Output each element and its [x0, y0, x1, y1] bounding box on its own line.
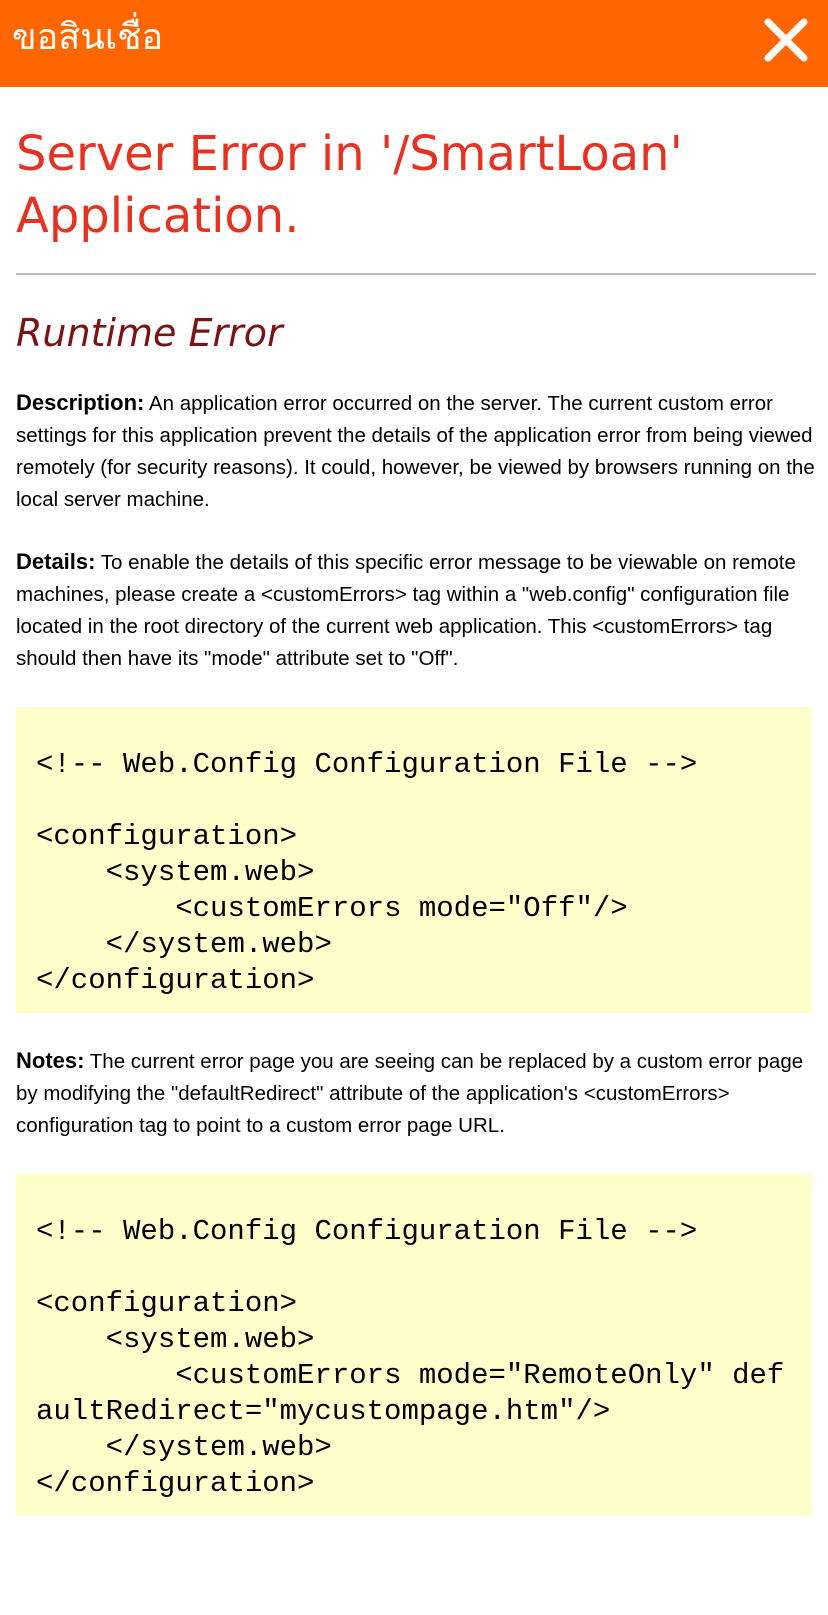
code-block-config-off: [16, 707, 812, 1013]
code-block-config-remoteonly: [16, 1174, 812, 1516]
page-title: Server Error in '/SmartLoan' Application.: [16, 126, 683, 244]
notes-paragraph: [16, 1045, 816, 1142]
description-text: An application error occurred on the server. The current custom error settings for this application prevent the details of the application error from being viewed remotely (for security reasons). It could, however, be viewed by browsers running on the local server machine.: [16, 392, 815, 511]
header-title: ขอสินเชื่อ: [12, 17, 164, 58]
notes-label: Notes:: [16, 1048, 85, 1073]
notes-text: The current error page you are seeing can be replaced by a custom error page by modifying the "defaultRedirect" attribute of the application's <customErrors> configuration tag to point to a custom error page URL.: [16, 1050, 804, 1137]
code-text: <!-- Web.Config Configuration File --> <configuration> <system.web> <customErrors mode="Off"/> </system.web> </configuration>: [36, 748, 698, 997]
code-text: <!-- Web.Config Configuration File --> <configuration> <system.web> <customErrors mode="RemoteOnly" defaultRedirect="mycustompage.htm"/> </system.web> </configuration>: [36, 1215, 785, 1500]
details-paragraph: [16, 546, 816, 675]
close-button[interactable]: [762, 16, 810, 64]
details-label: Details:: [16, 549, 96, 574]
divider: [16, 273, 816, 275]
details-text: To enable the details of this specific error message to be viewable on remote machines, please create a <customErrors> tag within a "web.config" configuration file located in the root directory of the current web application. This <customErrors> tag should then have its "mode" attribute set to "Off".: [16, 551, 796, 670]
header-bar: [0, 0, 828, 87]
description-label: Description:: [16, 390, 145, 415]
close-icon: [762, 16, 810, 64]
error-subtitle: Runtime Error: [16, 311, 283, 355]
error-content: [16, 87, 816, 1516]
description-paragraph: [16, 387, 816, 516]
